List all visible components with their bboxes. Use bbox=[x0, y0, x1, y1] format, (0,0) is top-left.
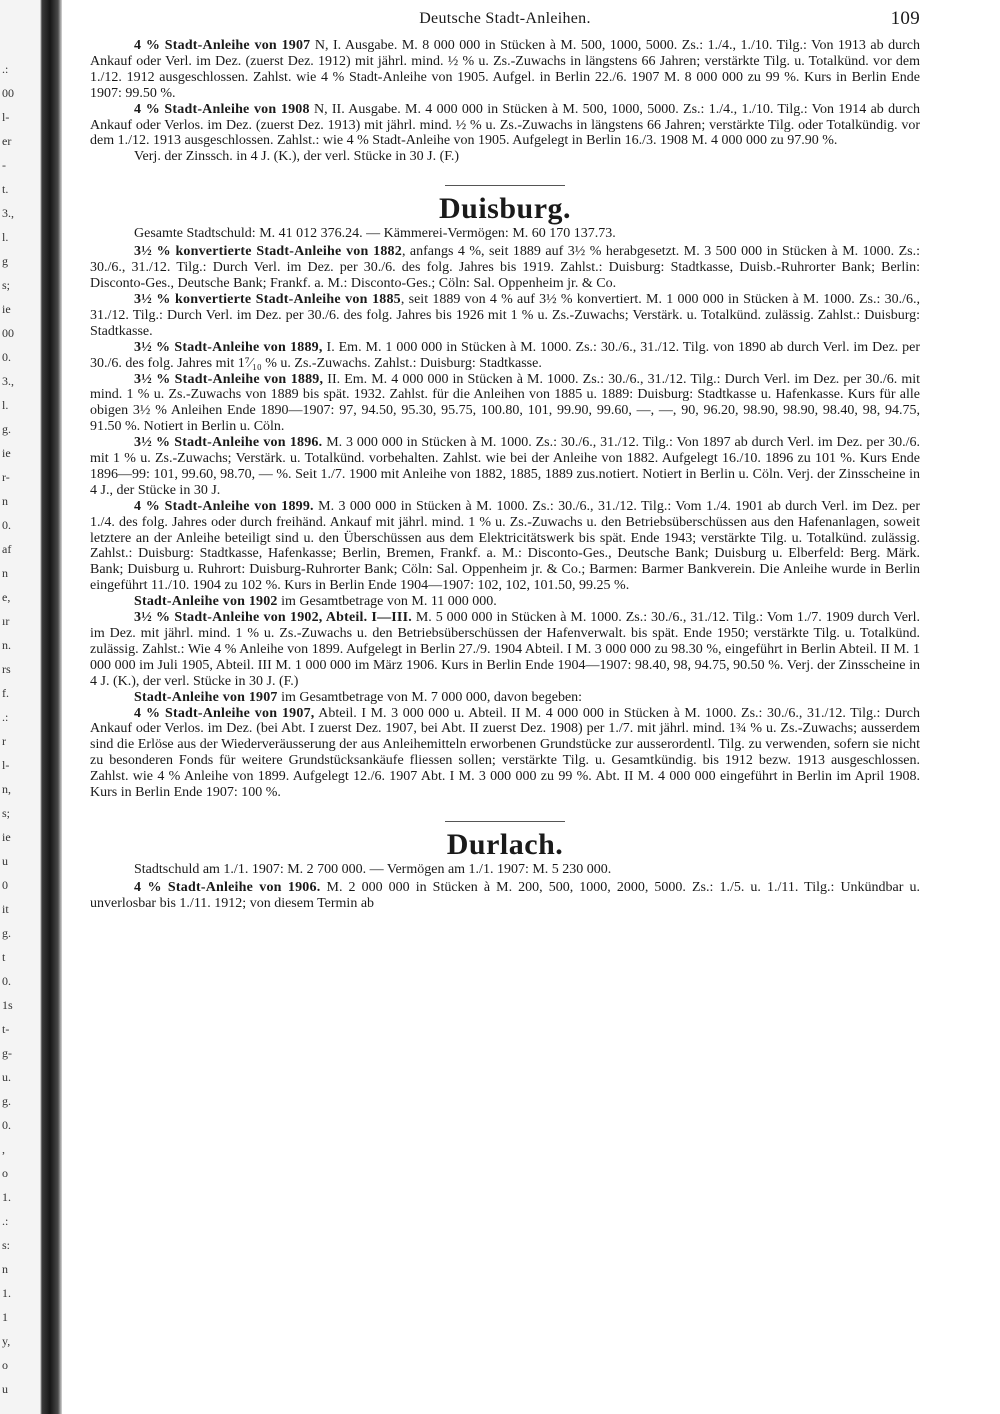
loan-entry bbox=[90, 340, 920, 372]
loan-entry bbox=[90, 38, 920, 102]
margin-fragment: ie bbox=[2, 302, 11, 316]
margin-fragment: 3., bbox=[2, 206, 14, 220]
loan-entry bbox=[90, 292, 920, 340]
loan-text: M. 2 000 000 in Stücken à M. 200, 500, 1000, 2000, 5000. Zs.: 1./5. u. 1./11. Tilg.: Unkündbar u. unverlosbar bis 1./11. 1912; von diesem Termin ab bbox=[90, 879, 921, 911]
section-divider bbox=[445, 821, 565, 822]
margin-fragment: er bbox=[2, 134, 12, 148]
loan-text: M. 3 000 000 in Stücken à M. 1000. Zs.: 30./6., 31./12. Tilg.: Von 1897 ab durch Verl. im Dez. per 30./6. mit 1 % u. Zs.-Zuwachs; Verstärk. u. Totalkünd. vorbehalten. Zahlst. wie bei der Anleihe von 1882. Aufgelegt 16./10. 1896 zu 101 %. Kurs Ende 1896—99: 101, 99.60, 98.70, — %. Seit 1./7. 1900 mit Anleihe von 1882, 1885, 1889 zus.notiert. Notiert in Berlin u. Cöln. Verj. der Zinsscheine in 4 J., der Stücke in 30 J. bbox=[90, 435, 921, 498]
loan-entry bbox=[90, 706, 920, 801]
loan-text: Abteil. I M. 3 000 000 u. Abteil. II M. 4 000 000 in Stücken à M. 1000. Zs.: 30./6., 31./12. Tilg.: Durch Ankauf oder Verlos. im Dez. (bei Abt. I zuerst Dez. 1907, bei Abt. II zuerst Dez. 1908) per 1./7. mit jährl. mind. 1¾ % u. Zs.-Zuwachs; ausserdem sind die Erlöse aus der Wiederveräusserung der aus Anleihemitteln erworbenen Grundstücke zur ausserordentl. Tilg. zu verwenden, sofern sie nicht zu besonderen Fonds für weitere Grundstücksankäufe fliessen sollen; verstärkte Tilg. u. Gesamtkündig. bis 1912 bezw. 1913 ausgeschlossen. Zahlst. wie 4 % Anleihe von 1899. Aufgelegt 12./6. 1907 Abt. I M. 3 000 000 zu 99 %. Abt. II M. 4 000 000 eingeführt in Berlin im April 1908. Kurs in Berlin Ende 1907: 100 %. bbox=[90, 705, 920, 801]
section-durlach bbox=[90, 828, 920, 912]
loan-text: Verj. der Zinssch. in 4 J. (K.), der verl. Stücke in 30 J. (F.) bbox=[134, 149, 460, 165]
margin-fragment: n, bbox=[2, 782, 11, 796]
document-page bbox=[90, 8, 920, 912]
margin-fragment: ie bbox=[2, 830, 11, 844]
margin-fragment: g- bbox=[2, 1046, 12, 1060]
margin-fragment: u. bbox=[2, 1070, 11, 1084]
margin-fragment: 0 bbox=[2, 878, 8, 892]
loan-text: I. Em. M. 1 000 000 in Stücken à M. 1000. Zs.: 30./6., 31./12. Tilg. von 1890 ab durch Verl. im Dez. per 30./6. des folg. Jahres mit 1⁷⁄₁₀ % u. Zs.-Zuwachs. Zahlst.: Duisburg: Stadtkasse. bbox=[90, 339, 920, 371]
loan-text: N, I. Ausgabe. M. 8 000 000 in Stücken à M. 500, 1000, 5000. Zs.: 1./4., 1./10. Tilg.: Von 1913 ab durch Ankauf oder Verl. im Dez. (zuerst Dez. 1912) mit jährl. mind. ½ % u. Zs.-Zuwachs in längstens 66 Jahren; verstärkte Tilg. u. Totalkünd. vor dem 1./12. 1912 ausgeschlossen. Zahlst. wie 4 % Stadt-Anleihe von 1905. Aufgel. in Berlin 22./6. 1907 M. 8 000 000 zu 99 %. Kurs in Berlin Ende 1907: 99.50 %. bbox=[90, 38, 920, 101]
margin-fragment: 00 bbox=[2, 86, 14, 100]
margin-fragment: s; bbox=[2, 278, 11, 292]
loan-text: M. 5 000 000 in Stücken à M. 1000. Zs.: 30./6., 31./12. Tilg.: Vom 1./7. 1909 durch Verl. im Dez. mit jährl. mind. 1 % u. Zs.-Zuwachs u. den Betriebsüberschüssen der Hafenverwalt. bis spät. Ende 1950; verstärkte Tilg. u. Totalkünd. zulässig. Zahlst.: Wie 4 % Anleihe von 1899. Aufgelegt in Berlin 27./9. 1904 Abteil. I M. 3 000 000 zu 98.30 %, eingeführt in Berlin Abteil. II M. 1 000 000 im Juli 1905, Abteil. III M. 1 000 000 im März 1906. Kurs in Berlin Ende 1904—1907: 98.40, 98, 94.75, 90.50 %. Verj. der Zinsscheine in 4 J. (K.), der verl. Stücke in 30 J. (F.) bbox=[90, 610, 920, 689]
running-title: Deutsche Stadt-Anleihen. bbox=[419, 10, 591, 27]
margin-fragment: .: bbox=[2, 62, 9, 76]
loan-title: Stadt-Anleihe von 1902 bbox=[134, 594, 278, 610]
margin-fragment: l- bbox=[2, 110, 10, 124]
margin-fragment: g. bbox=[2, 422, 11, 436]
margin-fragment: - bbox=[2, 158, 6, 172]
margin-fragment: n bbox=[2, 1262, 8, 1276]
margin-fragment: s; bbox=[2, 806, 11, 820]
loan-text: M. 3 000 000 in Stücken à M. 1000. Zs.: 30./6., 31./12. Tilg.: Vom 1./4. 1901 ab durch Verl. im Dez. per 1./4. des folg. Jahres oder durch freihänd. Ankauf mit jährl. mind. 1 % u. Zs.-Zuwachs u. den Betriebsüberschüssen aus den Hafenanlagen, soweit letztere an der Anleihe beteiligt sind u. den Überschüssen aus dem Elektricitätswerk bis spät. Ende 1943; verstärkte Tilg. u. Totalkünd. zulässig. Zahlst.: Duisburg: Stadtkasse, Hafenkasse; Berlin, Bremen, Frankf. a. M.: Disconto-Ges., Deutsche Bank; Duisburg u. Elberfeld: Berg. Märk. Bank; Duisburg u. Ruhrort: Duisburg-Ruhrorter Bank; Cöln: Sal. Oppenheim jr. & Co.; Barmen: Barmer Bankverein. Die Anleihe wurde in Berlin eingeführt 11./10. 1904 zu 102 %. Kurs in Berlin Ende 1904—1907: 102, 102, 101.50, 99.25 %. bbox=[90, 498, 921, 594]
margin-fragment: rs bbox=[2, 662, 11, 676]
loan-title: 3½ % Stadt-Anleihe von 1896. bbox=[134, 435, 323, 451]
loan-text: im Gesamtbetrage von M. 11 000 000. bbox=[277, 594, 497, 610]
margin-fragment: o bbox=[2, 1358, 8, 1372]
margin-fragment: g. bbox=[2, 1094, 11, 1108]
loan-title: 4 % Stadt-Anleihe von 1906. bbox=[134, 879, 321, 895]
loan-entry bbox=[90, 610, 920, 690]
margin-fragment: g. bbox=[2, 926, 11, 940]
loan-entry bbox=[90, 244, 920, 292]
section-divider bbox=[445, 185, 565, 186]
loan-text: im Gesamtbetrage von M. 7 000 000, davon begeben: bbox=[277, 689, 583, 705]
margin-fragment: n. bbox=[2, 638, 11, 652]
margin-fragment: .: bbox=[2, 1214, 9, 1228]
margin-fragment: u bbox=[2, 1382, 8, 1396]
loan-text: , anfangs 4 %, seit 1889 auf 3½ % herabgesetzt. M. 3 500 000 in Stücken à M. 1000. Zs.: 30./6., 31./12. Tilg.: Durch Verl. im Dez. per 30./6. des folg. Jahres bis 1919. Zahlst.: Duisburg: Stadtkasse, Duisb.-Ruhrorter Bank; Berlin: Disconto-Ges., Deutsche Bank; Frankf. a. M.: Disconto-Ges.; Cöln: Sal. Oppenheim jr. & Co. bbox=[90, 244, 920, 292]
city-heading: Duisburg. bbox=[438, 192, 572, 226]
margin-fragment: u bbox=[2, 854, 8, 868]
loan-entry bbox=[90, 499, 920, 594]
loan-text: N, II. Ausgabe. M. 4 000 000 in Stücken à M. 500, 1000, 5000. Zs.: 1./4., 1./10. Tilg.: Von 1914 ab durch Ankauf oder Verlos. im Dez. (zuerst Dez. 1913) mit jährl. mind. ½ % u. Zs.-Zuwachs in längstens 66 Jahren; verstärkte Tilg. oder Totalkündig. vor dem 1./12. 1913 ausgeschlossen. Zahlst.: wie 4 % Stadt-Anleihe von 1905. Aufgelegt in Berlin 16./3. 1908 M. 4 000 000 zu 97.90 %. bbox=[90, 101, 920, 149]
margin-fragment: 3., bbox=[2, 374, 14, 388]
margin-fragment: g bbox=[2, 254, 8, 268]
page-number: 109 bbox=[890, 8, 920, 29]
margin-fragment: r bbox=[2, 734, 6, 748]
loan-entry bbox=[90, 594, 920, 610]
section-berlin-continued bbox=[90, 38, 920, 165]
margin-fragment: .: bbox=[2, 710, 9, 724]
margin-fragment: l. bbox=[2, 230, 9, 244]
margin-fragment: ır bbox=[2, 614, 10, 628]
loan-title: 4 % Stadt-Anleihe von 1908 bbox=[134, 101, 310, 117]
loan-entry bbox=[90, 372, 920, 436]
city-summary: Gesamte Stadtschuld: M. 41 012 376.24. — Kämmerei-Vermögen: M. 60 170 137.73. bbox=[134, 226, 616, 242]
loan-entry bbox=[90, 690, 920, 706]
loan-title: Stadt-Anleihe von 1907 bbox=[134, 689, 278, 705]
margin-fragment: 1. bbox=[2, 1190, 11, 1204]
loan-title: 3½ % Stadt-Anleihe von 1902, Abteil. I—III. bbox=[134, 610, 412, 626]
margin-fragment: 00 bbox=[2, 326, 14, 340]
loan-title: 3½ % konvertierte Stadt-Anleihe von 1885 bbox=[134, 291, 401, 307]
loan-title: 3½ % konvertierte Stadt-Anleihe von 1882 bbox=[134, 244, 402, 260]
margin-fragment: 1 bbox=[2, 1310, 8, 1324]
page-header bbox=[90, 8, 920, 38]
loan-note bbox=[90, 149, 920, 165]
margin-fragment: l- bbox=[2, 758, 10, 772]
margin-fragment: t- bbox=[2, 1022, 10, 1036]
margin-fragment: 1. bbox=[2, 1286, 11, 1300]
margin-fragment: af bbox=[2, 542, 12, 556]
margin-fragment: n bbox=[2, 566, 8, 580]
loan-entry bbox=[90, 880, 920, 912]
margin-fragment: , bbox=[2, 1142, 5, 1156]
city-heading: Durlach. bbox=[446, 827, 564, 861]
margin-fragment: n bbox=[2, 494, 8, 508]
margin-fragment: 1s bbox=[2, 998, 13, 1012]
margin-fragment: f. bbox=[2, 686, 9, 700]
loan-entry bbox=[90, 102, 920, 150]
margin-fragment: t. bbox=[2, 182, 9, 196]
section-duisburg bbox=[90, 192, 920, 801]
margin-fragment: o bbox=[2, 1166, 8, 1180]
city-summary: Stadtschuld am 1./1. 1907: M. 2 700 000. — Vermögen am 1./1. 1907: M. 5 230 000. bbox=[134, 861, 612, 877]
loan-text: , seit 1889 von 4 % auf 3½ % konvertiert. M. 1 000 000 in Stücken à M. 1000. Zs.: 30./6., 31./12. Tilg.: Durch Verl. im Dez. per 30./6. des folg. Jahres bis 1926 mit 1 % u. Zs.-Zuwachs; Verstärk. u. Totalkünd. zulässig. Zahlst.: Duisburg: Stadtkasse. bbox=[90, 291, 920, 339]
previous-page-margin-fragments bbox=[0, 0, 40, 1414]
loan-title: 4 % Stadt-Anleihe von 1907 bbox=[134, 38, 311, 53]
margin-fragment: ie bbox=[2, 446, 11, 460]
loan-title: 3½ % Stadt-Anleihe von 1889, bbox=[134, 371, 324, 387]
margin-fragment: it bbox=[2, 902, 9, 916]
margin-fragment: 0. bbox=[2, 350, 11, 364]
loan-title: 4 % Stadt-Anleihe von 1899. bbox=[134, 498, 314, 514]
margin-fragment: 0. bbox=[2, 518, 11, 532]
margin-fragment: l. bbox=[2, 398, 9, 412]
margin-fragment: e, bbox=[2, 590, 11, 604]
margin-fragment: t bbox=[2, 950, 6, 964]
margin-fragment: s: bbox=[2, 1238, 11, 1252]
loan-title: 3½ % Stadt-Anleihe von 1889, bbox=[134, 339, 323, 355]
margin-fragment: 0. bbox=[2, 974, 11, 988]
margin-fragment: 0. bbox=[2, 1118, 11, 1132]
loan-entry bbox=[90, 435, 920, 499]
margin-fragment: r- bbox=[2, 470, 10, 484]
loan-text: II. Em. M. 4 000 000 in Stücken à M. 1000. Zs.: 30./6., 31./12. Tilg.: Durch Verl. im Dez. per 30./6. mit mind. 1 % u. Zs.-Zuwachs von 1889 bis spät. 1932. Zahlst. für die Anleihen von 1885 u. 1889: Duisburg: Stadtkasse u. Hafenkasse. Kurs für alle obigen 3½ % Anleihen Ende 1890—1907: 97, 94.50, 95.30, 95.75, 100.80, 101, 99.90, 99.60, —, —, 90, 96.20, 98.90, 98.90, 98.40, 98, 94.75, 91.50 %. Notiert in Berlin u. Cöln. bbox=[90, 371, 920, 435]
loan-title: 4 % Stadt-Anleihe von 1907, bbox=[134, 705, 315, 721]
margin-fragment: y, bbox=[2, 1334, 11, 1348]
